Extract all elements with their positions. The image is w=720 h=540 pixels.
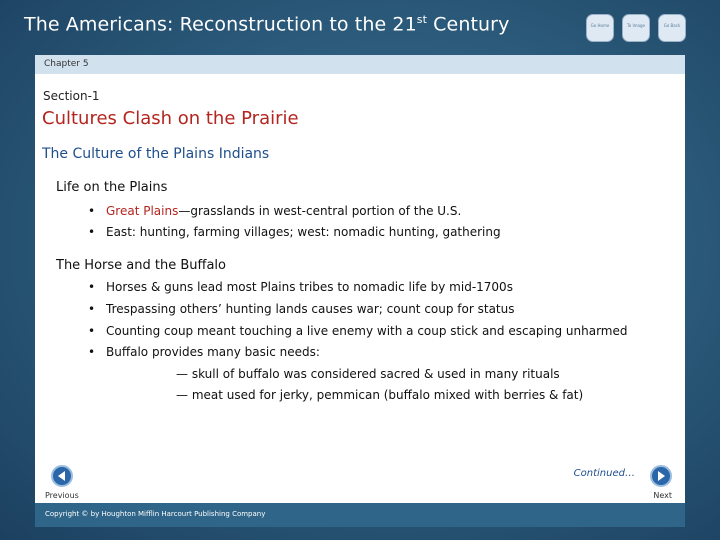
arrow-left-icon bbox=[56, 470, 68, 482]
presentation-title: The Americans: Reconstruction to the 21st Century bbox=[24, 13, 510, 36]
previous-label[interactable]: Previous bbox=[45, 491, 79, 500]
list-item: • Trespassing others’ hunting lands causes war; count coup for status bbox=[88, 302, 515, 316]
list-item: • Buffalo provides many basic needs: bbox=[88, 345, 320, 359]
navigation-area bbox=[35, 427, 685, 503]
chapter-bar bbox=[35, 55, 685, 74]
chapter-label: Chapter 5 bbox=[44, 59, 89, 69]
continued-label: Continued… bbox=[573, 468, 635, 479]
next-label[interactable]: Next bbox=[653, 491, 672, 500]
list-item: • Horses & guns lead most Plains tribes to nomadic life by mid-1700s bbox=[88, 280, 513, 294]
home-button[interactable]: Go Home bbox=[586, 14, 614, 42]
image-button[interactable]: To Image bbox=[622, 14, 650, 42]
previous-button[interactable] bbox=[51, 465, 73, 487]
sub-list-item: — meat used for jerky, pemmican (buffalo mixed with berries & fat) bbox=[176, 388, 584, 402]
lesson-heading: Cultures Clash on the Prairie bbox=[42, 108, 299, 129]
back-button[interactable]: Go Back bbox=[658, 14, 686, 42]
topic-horse-and-buffalo: The Horse and the Buffalo bbox=[56, 258, 226, 273]
list-item: • Great Plains—grasslands in west-central portion of the U.S. bbox=[88, 204, 462, 218]
section-label: Section-1 bbox=[43, 89, 100, 103]
sub-list-item: — skull of buffalo was considered sacred & used in many rituals bbox=[176, 367, 560, 381]
topic-life-on-plains: Life on the Plains bbox=[56, 180, 168, 195]
copyright-text: Copyright © by Houghton Mifflin Harcourt Publishing Company bbox=[45, 510, 266, 518]
next-button[interactable] bbox=[650, 465, 672, 487]
list-item: • Counting coup meant touching a live enemy with a coup stick and escaping unharmed bbox=[88, 324, 628, 338]
arrow-right-icon bbox=[655, 470, 667, 482]
content-panel bbox=[35, 74, 685, 427]
lesson-subheading: The Culture of the Plains Indians bbox=[42, 146, 270, 162]
list-item: • East: hunting, farming villages; west: nomadic hunting, gathering bbox=[88, 225, 501, 239]
copyright-footer bbox=[35, 503, 685, 527]
